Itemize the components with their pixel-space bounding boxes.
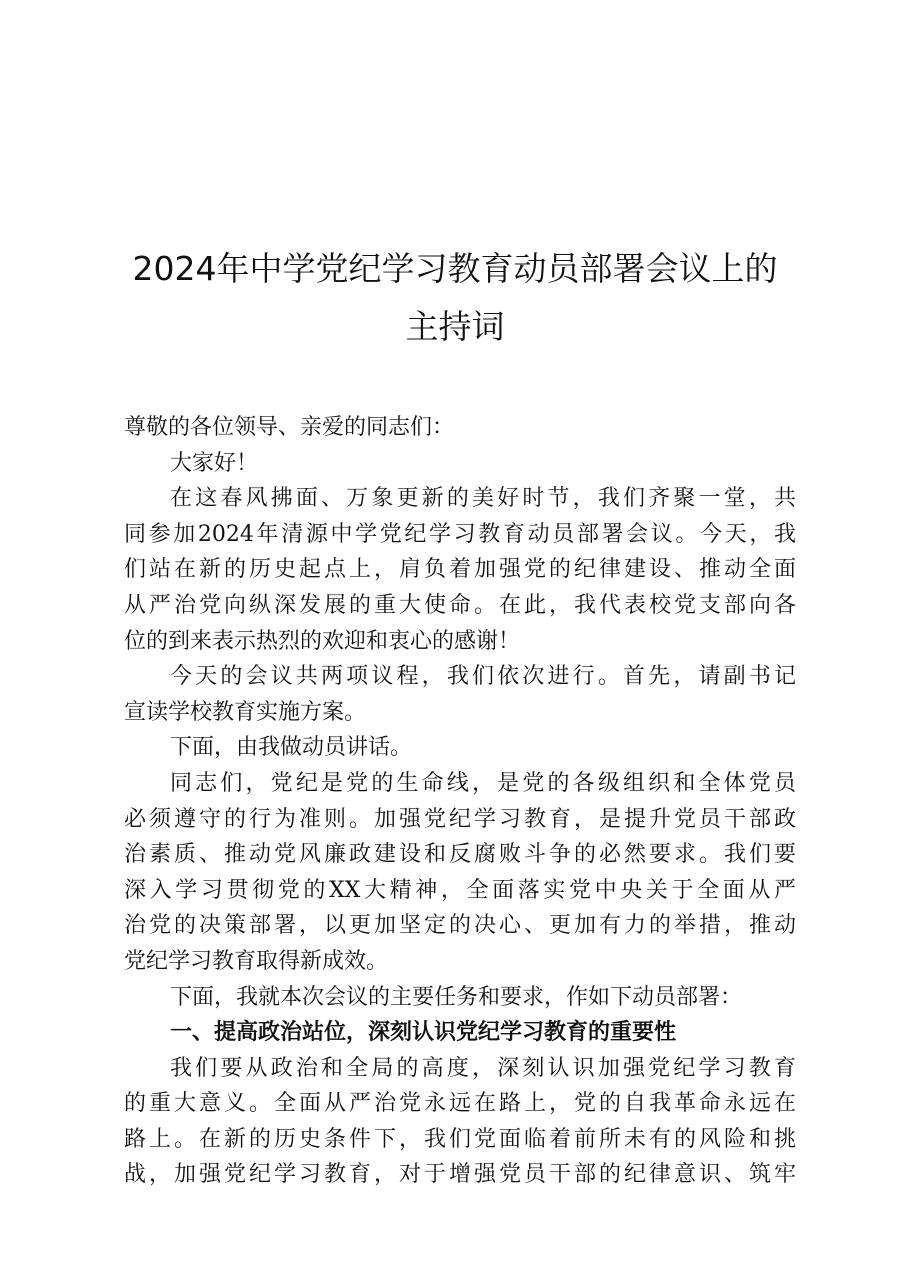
paragraph-line: 从严治党向纵深发展的重大使命。在此，我代表校党支部向各: [124, 592, 796, 618]
salutation: 尊敬的各位领导、亲爱的同志们：: [124, 415, 455, 440]
paragraph-line: 党纪学习教育取得新成效。: [124, 948, 389, 974]
paragraph-line: 下面，由我做动员讲话。: [170, 735, 413, 761]
document-title: [110, 240, 800, 356]
paragraph-line: 战，加强党纪学习教育，对于增强党员干部的纪律意识、筑牢: [124, 1162, 796, 1188]
paragraph-line: 同参加2024年清源中学党纪学习教育动员部署会议。今天，我: [124, 521, 796, 547]
paragraph-line: 治素质、推动党风廉政建设和反腐败斗争的必然要求。我们要: [124, 842, 796, 868]
title-line-1: 2024年中学党纪学习教育动员部署会议上的: [132, 249, 778, 288]
paragraph-speech-intro: [124, 730, 796, 766]
document-body: [124, 410, 796, 1193]
paragraph-line: 路上。在新的历史条件下，我们党面临着前所未有的风险和挑: [124, 1126, 796, 1152]
paragraph-line: 深入学习贯彻党的XX大精神，全面落实党中央关于全面从严: [124, 877, 796, 903]
paragraph-discipline: [124, 766, 796, 980]
paragraph-agenda: [124, 659, 796, 730]
paragraph-line: 宣读学校教育实施方案。: [124, 699, 367, 725]
paragraph-section-one: [124, 1051, 796, 1193]
section-heading: 一、提高政治站位，深刻认识党纪学习教育的重要性: [170, 1020, 677, 1046]
paragraph-line: 治党的决策部署，以更加坚定的决心、更加有力的举措，推动: [124, 913, 796, 939]
paragraph-opening: [124, 481, 796, 659]
title-line-2: 主持词: [405, 307, 505, 346]
paragraph-line: 今天的会议共两项议程，我们依次进行。首先，请副书记: [170, 664, 796, 690]
paragraph-deployment: [124, 980, 796, 1016]
paragraph-line: 我们要从政治和全局的高度，深刻认识加强党纪学习教育: [170, 1055, 796, 1081]
paragraph-line: 下面，我就本次会议的主要任务和要求，作如下动员部署：: [170, 984, 743, 1010]
paragraph-line: 们站在新的历史起点上，肩负着加强党的纪律建设、推动全面: [124, 557, 796, 583]
greeting: 大家好！: [170, 450, 259, 476]
paragraph-line: 位的到来表示热烈的欢迎和衷心的感谢！: [124, 628, 521, 654]
paragraph-line: 同志们，党纪是党的生命线，是党的各级组织和全体党员: [170, 770, 796, 796]
paragraph-line: 在这春风拂面、万象更新的美好时节，我们齐聚一堂，共: [170, 486, 796, 512]
paragraph-line: 必须遵守的行为准则。加强党纪学习教育，是提升党员干部政: [124, 806, 796, 832]
paragraph-line: 的重大意义。全面从严治党永远在路上，党的自我革命永远在: [124, 1091, 796, 1117]
